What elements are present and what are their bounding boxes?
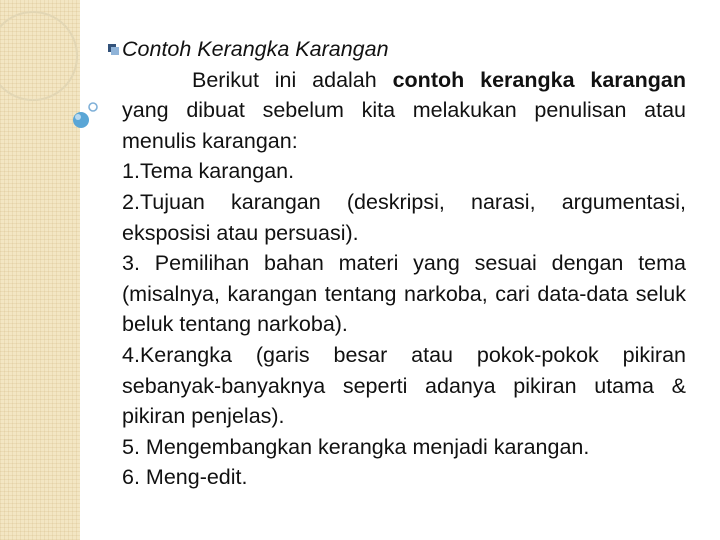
list-item-text: Kerangka (garis besar atau pokok-pokok pikiran sebanyak-banyaknya seperti adanya pikiran utama & pikiran penjelas). [122, 342, 686, 429]
list-item-number: 6. [122, 465, 146, 490]
list-item [122, 187, 686, 248]
list-item [122, 340, 686, 432]
list-item-text: Pemilihan bahan materi yang sesuai dengan tema (misalnya, karangan tentang narkoba, cari data-data seluk beluk tentang narkoba). [122, 251, 686, 337]
blue-bubble-decoration [73, 112, 89, 128]
list-item [122, 432, 686, 463]
intro-bold-text: contoh kerangka karangan [392, 67, 686, 92]
large-ring-decoration [0, 12, 77, 100]
list-item [122, 156, 686, 187]
list-item [122, 462, 686, 493]
heading-text: Contoh Kerangka Karangan [122, 37, 389, 61]
intro-paragraph [122, 65, 686, 157]
slide-content [122, 34, 686, 493]
list-item-number: 5. [122, 434, 146, 459]
list-item [122, 248, 686, 340]
intro-text-start: Berikut ini adalah [192, 67, 393, 92]
intro-text-end: yang dibuat sebelum kita melakukan penulisan atau menulis karangan: [122, 98, 686, 153]
list-item-number: 2. [122, 189, 140, 214]
list-item-text: Mengembangkan kerangka menjadi karangan. [145, 434, 590, 459]
list-item-text: Tujuan karangan (deskripsi, narasi, argumentasi, eksposisi atau persuasi). [122, 189, 686, 245]
decorative-circles [0, 0, 140, 160]
slide-heading [122, 34, 686, 65]
list-item-text: Meng-edit. [145, 465, 248, 490]
list-item-number: 1. [122, 159, 140, 184]
checkbox-bullet-icon [108, 44, 119, 55]
list-item-number: 4. [122, 342, 140, 367]
list-item-text: Tema karangan. [139, 159, 295, 184]
small-ring-decoration [89, 103, 97, 111]
list-item-number: 3. [122, 251, 155, 276]
